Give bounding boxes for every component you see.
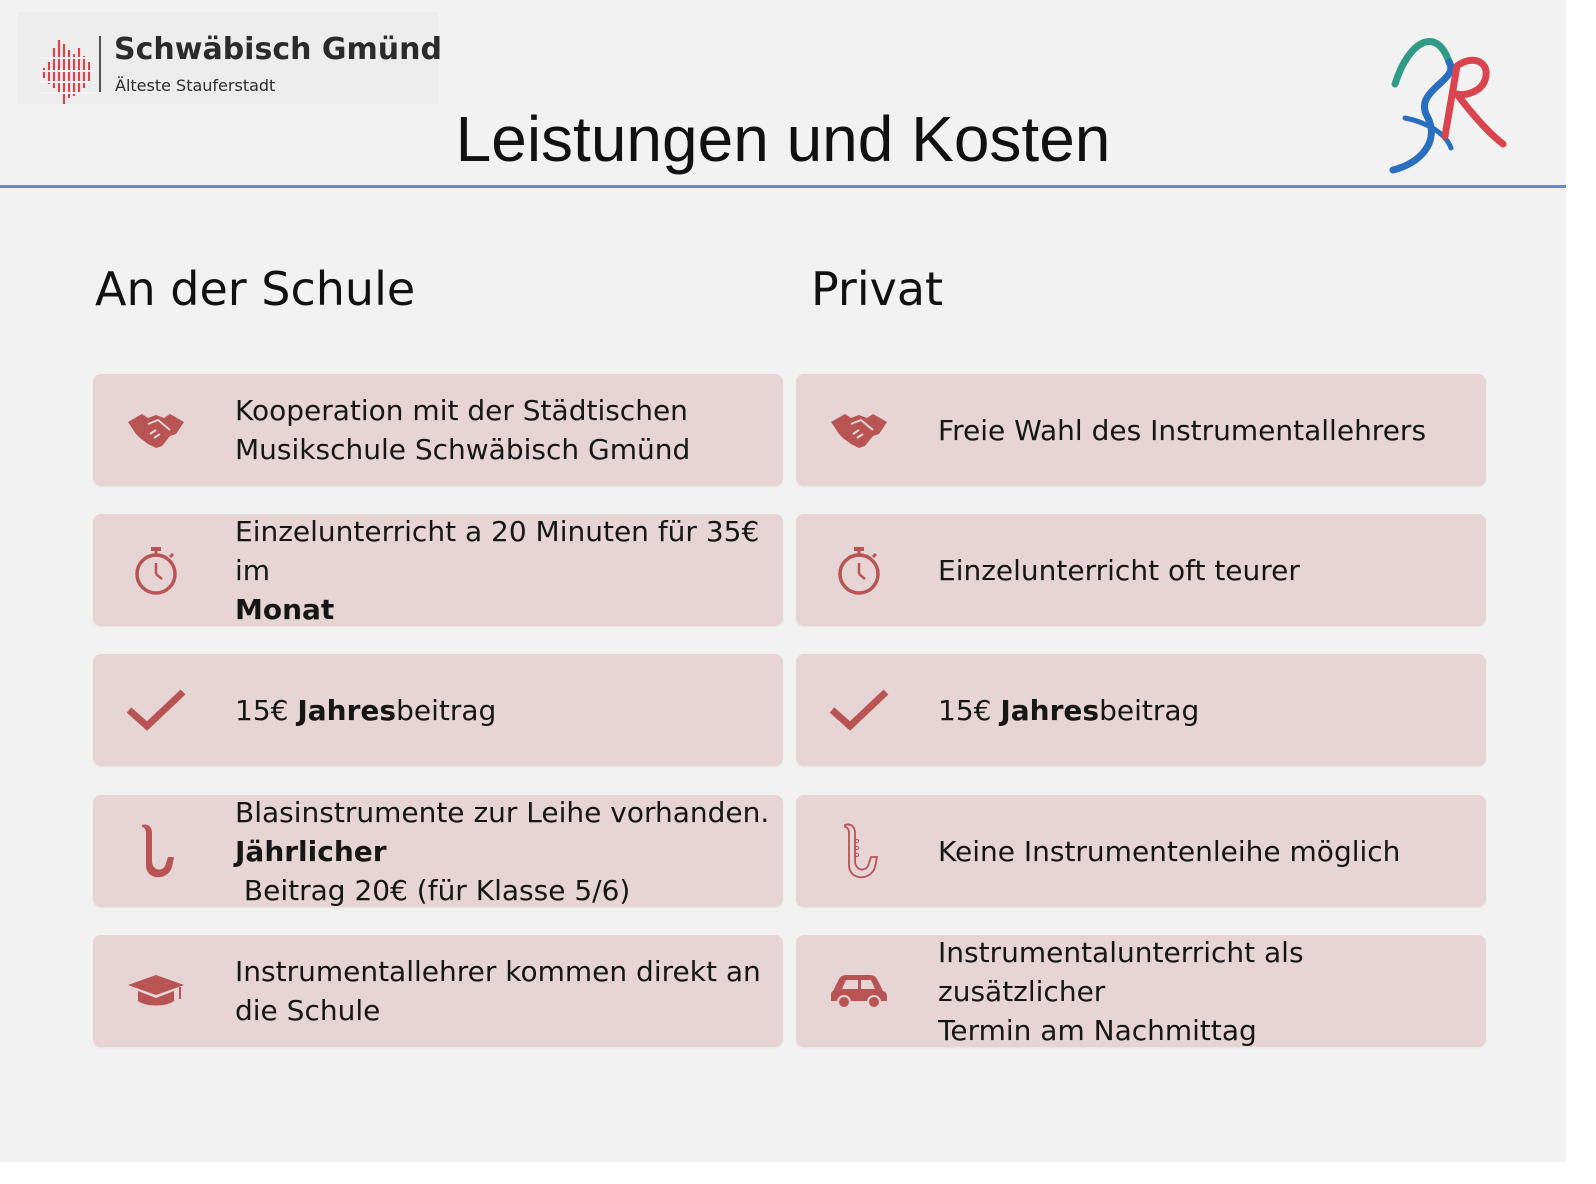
card-text-post: beitrag xyxy=(1099,693,1200,727)
card-line-1: Instrumentallehrer kommen direkt an xyxy=(235,955,761,988)
school-logo-icon xyxy=(1385,32,1515,177)
slide-title-text: Leistungen und Kosten xyxy=(455,103,1111,175)
left-card-instrument-rental xyxy=(93,795,783,907)
graduation-cap-icon xyxy=(121,961,191,1021)
card-text xyxy=(235,374,773,486)
saxophone-icon xyxy=(121,821,191,881)
left-card-cooperation xyxy=(93,374,783,486)
saxophone-outline-icon xyxy=(824,821,894,881)
stopwatch-icon xyxy=(824,540,894,600)
card-line-1: Keine Instrumentenleihe möglich xyxy=(938,834,1401,868)
handshake-icon xyxy=(824,400,894,460)
card-text-post: beitrag xyxy=(396,693,497,727)
card-text-pre: 15€ xyxy=(938,693,1001,727)
card-text-bold: Jahres xyxy=(1000,693,1100,727)
checkmark-icon xyxy=(121,680,191,740)
card-text xyxy=(235,654,773,766)
card-line-2-bold: Monat xyxy=(235,592,335,626)
card-line-1: Einzelunterricht a 20 Minuten für 35€ im xyxy=(235,514,760,587)
logo-subtitle: Älteste Stauferstadt xyxy=(115,76,276,95)
card-line-1: Einzelunterricht oft teurer xyxy=(938,553,1300,587)
card-line-1: Blasinstrumente zur Leihe vorhanden. xyxy=(235,795,770,829)
header-rule xyxy=(0,185,1566,188)
eagle-logo-icon xyxy=(40,38,96,108)
card-text-bold: Jahres xyxy=(297,693,397,727)
right-column-heading: Privat xyxy=(811,262,944,316)
card-text-pre: 15€ xyxy=(235,693,298,727)
right-card-teacher-choice xyxy=(796,374,1486,486)
card-text xyxy=(938,654,1476,766)
city-logo xyxy=(18,12,442,104)
stopwatch-icon xyxy=(121,540,191,600)
right-card-no-rental xyxy=(796,795,1486,907)
slide-title xyxy=(0,102,1566,176)
left-card-teachers-at-school xyxy=(93,935,783,1047)
checkmark-icon xyxy=(824,680,894,740)
card-line-1: Instrumentalunterricht als zusätzlicher xyxy=(938,935,1304,1008)
card-line-1: Freie Wahl des Instrumentallehrers xyxy=(938,413,1427,447)
card-text xyxy=(938,935,1476,1047)
card-text xyxy=(235,514,773,626)
handshake-icon xyxy=(121,400,191,460)
card-line-2: die Schule xyxy=(235,994,381,1027)
card-line-2-rest: Beitrag 20€ (für Klasse 5/6) xyxy=(235,873,631,907)
right-card-annual-fee xyxy=(796,654,1486,766)
card-line-2: Termin am Nachmittag xyxy=(938,1013,1257,1047)
logo-city-name: Schwäbisch Gmünd xyxy=(114,32,442,67)
card-text xyxy=(235,935,773,1047)
card-line-2-bold: Jährlicher xyxy=(235,834,387,868)
left-card-annual-fee xyxy=(93,654,783,766)
card-text xyxy=(938,374,1476,486)
logo-divider xyxy=(99,36,101,92)
card-line-1: Kooperation mit der Städtischen xyxy=(235,394,688,427)
card-text xyxy=(938,514,1476,626)
card-text xyxy=(938,795,1476,907)
card-line-2: Musikschule Schwäbisch Gmünd xyxy=(235,433,691,466)
car-icon xyxy=(824,961,894,1021)
left-column-heading: An der Schule xyxy=(95,262,416,316)
right-card-lesson-price xyxy=(796,514,1486,626)
right-card-afternoon-lesson xyxy=(796,935,1486,1047)
card-text xyxy=(235,795,773,907)
left-card-lesson-price xyxy=(93,514,783,626)
